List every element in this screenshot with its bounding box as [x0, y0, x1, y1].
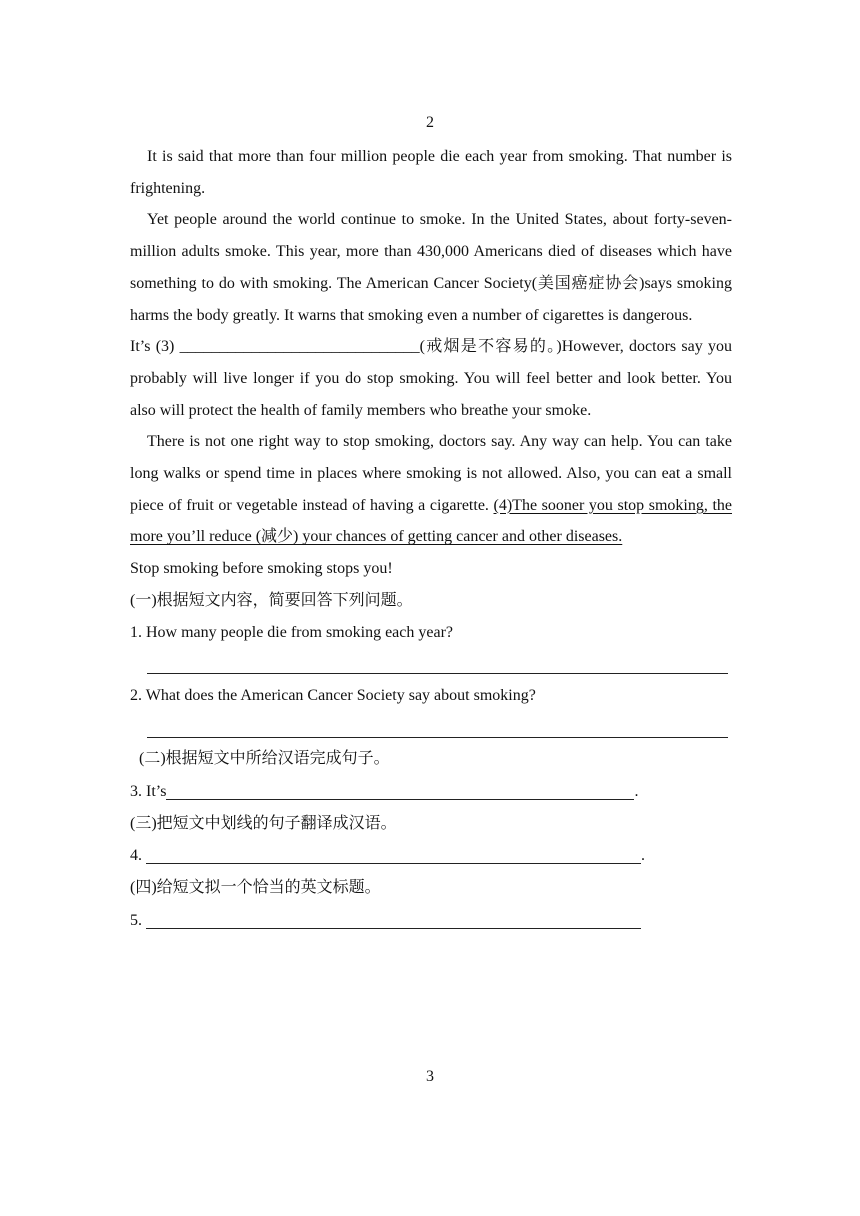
- answer-line-1[interactable]: [130, 648, 732, 680]
- worksheet-content: [130, 141, 732, 937]
- question-3: [130, 775, 732, 808]
- section-4-heading: (四)给短文拟一个恰当的英文标题。: [130, 879, 381, 897]
- paragraph-3: [130, 331, 732, 426]
- section-2-heading: (二)根据短文中所给汉语完成句子。: [139, 750, 390, 768]
- section-1-heading: (一)根据短文内容，简要回答下列问题。: [130, 591, 413, 609]
- underlined-sentence-4: (4)The sooner you stop smoking, the more you’ll reduce (减少) your chances of getting cancer and other diseases.: [130, 496, 732, 546]
- answer-blank-3[interactable]: [166, 779, 634, 800]
- question-3-prefix: 3. It’s: [130, 783, 167, 801]
- paragraph-1: It is said that more than four million people die each year from smoking. That number is frightening.: [130, 148, 732, 197]
- question-4-prefix: 4.: [130, 847, 146, 865]
- section-3-heading: (三)把短文中划线的句子翻译成汉语。: [130, 814, 397, 832]
- paragraph-2: Yet people around the world continue to smoke. In the United States, about forty-seven-million adults smoke. This year, more than 430,000 Americans died of diseases which have something to do with smoking. The American Cancer Society(美国癌症协会)says smoking harms the body greatly. It warns that smoking even a number of cigarettes is dangerous.: [130, 211, 732, 324]
- paragraph-3-rest: (戒烟是不容易的。)However, doctors say you probably will live longer if you do stop smoking. You will feel better and look better. You also will protect the health of family members who breathe your smoke.: [130, 338, 732, 419]
- page-number-bottom: 3: [426, 1068, 434, 1085]
- question-1: 1. How many people die from smoking each year?: [130, 623, 454, 641]
- answer-line-2[interactable]: [130, 712, 732, 744]
- page-number-top: 2: [426, 114, 434, 131]
- question-5: [130, 904, 732, 937]
- blank-3: ______________________________: [179, 338, 420, 356]
- question-3-suffix: .: [634, 783, 639, 801]
- paragraph-5: Stop smoking before smoking stops you!: [130, 560, 393, 578]
- paragraph-4: [130, 426, 732, 553]
- question-4-suffix: .: [641, 847, 645, 865]
- answer-blank-4[interactable]: [146, 843, 641, 864]
- answer-blank-5[interactable]: [146, 908, 641, 929]
- paragraph-3-start: It’s (3): [130, 338, 180, 356]
- question-5-prefix: 5.: [130, 911, 146, 929]
- paragraph-4-start: There is not one right way to stop smoking, doctors say. Any way can help. You can take long walks or spend time in places where smoking is not allowed. Also, you can eat a small piece of fruit or vegetable instead of having a cigarette.: [130, 433, 732, 514]
- question-4: [130, 839, 732, 872]
- question-2: 2. What does the American Cancer Society say about smoking?: [130, 686, 536, 704]
